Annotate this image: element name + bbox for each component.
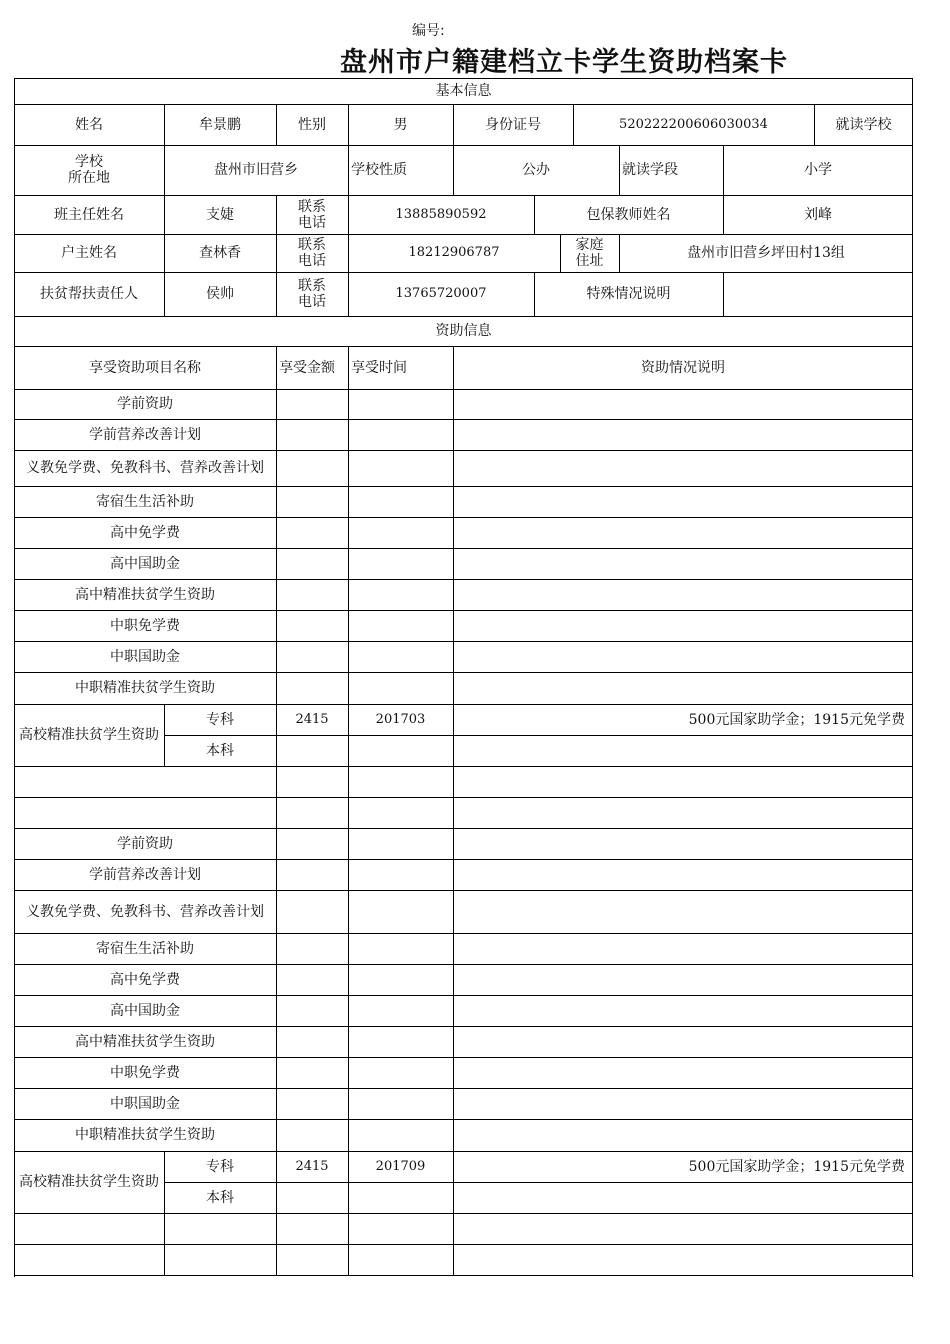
- school-location-label: 学校 所在地: [68, 154, 110, 186]
- name-label: 姓名: [75, 116, 103, 133]
- study-stage-value: 小学: [804, 162, 832, 178]
- poverty-officer-label: 扶贫帮扶责任人: [40, 286, 138, 302]
- aid-item-label: 高中精准扶贫学生资助: [75, 586, 215, 603]
- aid-description-header: 资助情况说明: [641, 359, 725, 376]
- guardian-teacher-label: 包保教师姓名: [586, 206, 671, 223]
- college-aid-time: 201703: [375, 711, 426, 727]
- college-aid-amount: 2415: [295, 711, 329, 727]
- card-title: 盘州市户籍建档立卡学生资助档案卡: [340, 47, 788, 78]
- special-notes-value: [723, 272, 913, 316]
- college-aid-description: 500元国家助学金；1915元免学费: [688, 711, 905, 728]
- college-aid-label: 高校精准扶贫学生资助: [19, 1174, 159, 1190]
- aid-item-label: 义教免学费、免教科书、营养改善计划: [26, 903, 264, 920]
- aid-item-label: 寄宿生生活补助: [96, 493, 194, 510]
- school-location-value: 盘州市旧营乡: [214, 162, 298, 178]
- gender-label: 性别: [298, 116, 326, 133]
- school-type-value: 公办: [522, 162, 550, 178]
- poverty-officer-phone-label: 联系 电话: [298, 278, 326, 310]
- teacher-phone-label: 联系 电话: [298, 198, 326, 231]
- aid-item-label: 中职免学费: [110, 617, 180, 634]
- home-address-value: 盘州市旧营乡坪田村13组: [687, 245, 845, 261]
- college-level: 专科: [206, 1158, 234, 1175]
- head-teacher-value: 支婕: [206, 206, 234, 223]
- college-aid-amount: [276, 1182, 348, 1213]
- college-level: 本科: [206, 1189, 234, 1206]
- basic-info-section-title: 基本信息: [435, 83, 492, 99]
- school-type-label: 学校性质: [351, 162, 407, 178]
- home-address-label: 家庭 住址: [575, 237, 604, 269]
- householder-phone-value: 18212906787: [408, 245, 500, 260]
- aid-time-header: 享受时间: [351, 359, 407, 376]
- gender-value: 男: [393, 116, 408, 133]
- aid-item-label: 中职国助金: [110, 648, 180, 665]
- aid-item-label: 高中精准扶贫学生资助: [75, 1033, 215, 1050]
- aid-item-label: 学前资助: [117, 396, 173, 412]
- aid-archive-card: [14, 78, 913, 1276]
- aid-info-section-title: 资助信息: [435, 323, 492, 339]
- poverty-officer-phone-value: 13765720007: [395, 286, 487, 301]
- aid-item-label: 中职精准扶贫学生资助: [75, 680, 215, 696]
- special-notes-label: 特殊情况说明: [586, 286, 671, 302]
- aid-item-label: 中职精准扶贫学生资助: [75, 1127, 215, 1143]
- aid-item-label: 学前营养改善计划: [89, 426, 201, 443]
- college-aid-description: [453, 735, 913, 766]
- college-aid-time: [348, 1182, 453, 1213]
- school-label: 就读学校: [835, 116, 892, 133]
- college-level: 专科: [206, 711, 234, 728]
- aid-item-label: 义教免学费、免教科书、营养改善计划: [26, 460, 264, 476]
- teacher-phone-value: 13885890592: [395, 206, 487, 222]
- aid-item-label: 中职免学费: [110, 1064, 180, 1081]
- id-number-label: 身份证号: [485, 116, 541, 133]
- aid-project-header: 享受资助项目名称: [89, 359, 201, 376]
- college-aid-label: 高校精准扶贫学生资助: [19, 727, 159, 743]
- aid-item-label: 高中国助金: [110, 555, 180, 572]
- householder-label: 户主姓名: [61, 245, 117, 261]
- aid-item-label: 中职国助金: [110, 1095, 180, 1112]
- college-aid-description: 500元国家助学金；1915元免学费: [688, 1158, 905, 1175]
- name-value: 牟景鹏: [199, 116, 241, 133]
- householder-phone-label: 联系 电话: [298, 237, 326, 269]
- householder-value: 查林香: [199, 245, 241, 261]
- college-aid-amount: [276, 735, 348, 766]
- study-stage-label: 就读学段: [622, 162, 678, 178]
- aid-item-label: 高中国助金: [110, 1002, 180, 1019]
- aid-item-label: 学前资助: [117, 835, 173, 852]
- college-aid-time: 201709: [375, 1158, 426, 1174]
- college-level: 本科: [206, 742, 234, 759]
- head-teacher-label: 班主任姓名: [54, 206, 124, 223]
- guardian-teacher-value: 刘峰: [804, 206, 832, 223]
- college-aid-time: [348, 735, 453, 766]
- college-aid-description: [453, 1182, 913, 1213]
- aid-item-label: 高中免学费: [110, 971, 180, 988]
- id-number-value: 520222200606030034: [619, 116, 768, 132]
- aid-item-label: 学前营养改善计划: [89, 866, 201, 883]
- serial-number-label: 编号:: [412, 23, 445, 39]
- poverty-officer-value: 侯帅: [206, 286, 234, 302]
- aid-amount-header: 享受金额: [279, 359, 335, 376]
- college-aid-amount: 2415: [295, 1158, 329, 1174]
- aid-item-label: 高中免学费: [110, 524, 180, 541]
- aid-item-label: 寄宿生生活补助: [96, 940, 194, 957]
